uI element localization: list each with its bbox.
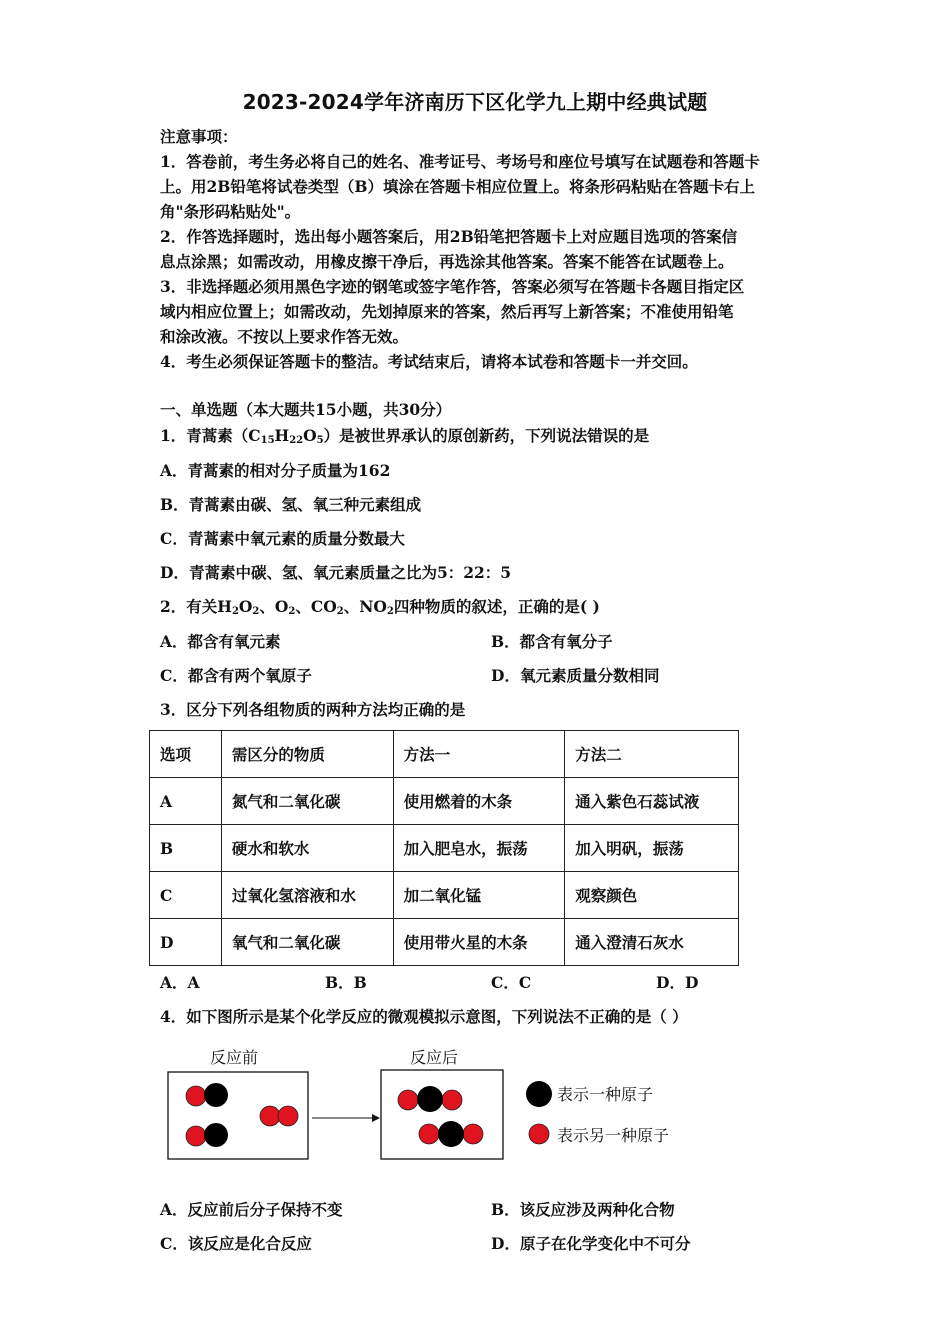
table-cell: 加入肥皂水，振荡: [393, 825, 565, 872]
notes-line: 4．考生必须保证答题卡的整洁。考试结束后，请将本试卷和答题卡一并交回。: [160, 352, 698, 371]
question-2-option-d[interactable]: D．氧元素质量分数相同: [491, 666, 660, 685]
after-molecule-1: [398, 1086, 462, 1112]
black-atom: [204, 1083, 228, 1107]
question-4-option-d[interactable]: D．原子在化学变化中不可分: [491, 1234, 691, 1253]
section-title: 一、单选题（本大题共15小题，共30分）: [160, 400, 452, 419]
question-2-option-b[interactable]: B．都含有氧分子: [491, 632, 613, 651]
red-atom: [398, 1090, 418, 1110]
question-4-stem: 4．如下图所示是某个化学反应的微观模拟示意图，下列说法不正确的是（ ）: [160, 1007, 688, 1026]
notes-line: 息点涂黑；如需改动，用橡皮擦干净后，再选涂其他答案。答案不能答在试题卷上。: [160, 252, 734, 271]
black-atom: [204, 1123, 228, 1147]
notes-line: 上。用2B铅笔将试卷类型（B）填涂在答题卡相应位置上。将条形码粘贴在答题卡右上: [160, 177, 755, 196]
after-box: [381, 1070, 503, 1159]
black-atom: [438, 1121, 464, 1147]
question-3-option-b[interactable]: B．B: [325, 973, 367, 992]
red-atom: [186, 1086, 206, 1106]
black-atom: [417, 1086, 443, 1112]
table-cell: A: [150, 778, 222, 825]
table-cell: B: [150, 825, 222, 872]
question-2-option-c[interactable]: C．都含有两个氧原子: [160, 666, 312, 685]
question-1-option-a[interactable]: A．青蒿素的相对分子质量为162: [160, 461, 391, 480]
question-3-stem: 3．区分下列各组物质的两种方法均正确的是: [160, 700, 466, 719]
question-4-option-c[interactable]: C．该反应是化合反应: [160, 1234, 312, 1253]
notes-heading: 注意事项：: [160, 127, 238, 146]
notes-line: 角"条形码粘贴处"。: [160, 202, 301, 221]
notes-line: 域内相应位置上；如需改动，先划掉原来的答案，然后再写上新答案；不准使用铅笔: [160, 302, 734, 321]
before-molecule-3: [260, 1106, 298, 1126]
table-cell: 使用带火星的木条: [393, 919, 565, 966]
red-atom: [463, 1124, 483, 1144]
table-cell: 观察颜色: [565, 872, 739, 919]
question-4-option-a[interactable]: A．反应前后分子保持不变: [160, 1200, 343, 1219]
legend-black-atom: [526, 1081, 552, 1107]
question-1-option-b[interactable]: B．青蒿素由碳、氢、氧三种元素组成: [160, 495, 422, 514]
after-molecule-2: [419, 1121, 483, 1147]
table-cell: C: [150, 872, 222, 919]
table-cell: 氧气和二氧化碳: [221, 919, 393, 966]
table-cell: 过氧化氢溶液和水: [221, 872, 393, 919]
table-cell: 加入明矾，振荡: [565, 825, 739, 872]
after-label: 反应后: [410, 1048, 459, 1067]
red-atom: [186, 1126, 206, 1146]
table-header-cell: 选项: [150, 731, 222, 778]
table-cell: 加二氧化锰: [393, 872, 565, 919]
table-cell: 使用燃着的木条: [393, 778, 565, 825]
before-molecule-2: [186, 1123, 228, 1147]
red-atom: [278, 1106, 298, 1126]
table-cell: 硬水和软水: [221, 825, 393, 872]
question-2-stem: 2．有关$H_2O_2$、$O_2$、$CO_2$、$NO_2$四种物质的叙述，正确的是( ): [160, 597, 600, 617]
question-3-option-d[interactable]: D．D: [656, 973, 699, 992]
table-cell: 氮气和二氧化碳: [221, 778, 393, 825]
notes-line: 3．非选择题必须用黑色字迹的钢笔或签字笔作答，答案必须写在答题卡各题目指定区: [160, 277, 745, 296]
question-3-option-c[interactable]: C．C: [491, 973, 532, 992]
table-cell: D: [150, 919, 222, 966]
table-cell: 通入紫色石蕊试液: [565, 778, 739, 825]
legend-red-atom: [529, 1124, 549, 1144]
notes-line: 和涂改液。不按以上要求作答无效。: [160, 327, 409, 346]
table-header-cell: 方法二: [565, 731, 739, 778]
question-3-option-a[interactable]: A．A: [160, 973, 200, 992]
red-atom: [419, 1124, 439, 1144]
table-cell: 通入澄清石灰水: [565, 919, 739, 966]
table-header-cell: 需区分的物质: [221, 731, 393, 778]
notes-line: 1．答卷前，考生务必将自己的姓名、准考证号、考场号和座位号填写在试题卷和答题卡: [160, 152, 760, 171]
legend-red-label: 表示另一种原子: [557, 1126, 670, 1145]
legend-black-label: 表示一种原子: [557, 1085, 654, 1104]
red-atom: [260, 1106, 280, 1126]
table-header-cell: 方法一: [393, 731, 565, 778]
before-label: 反应前: [210, 1048, 259, 1067]
question-4-option-b[interactable]: B．该反应涉及两种化合物: [491, 1200, 675, 1219]
page-title: 2023-2024学年济南历下区化学九上期中经典试题: [242, 90, 708, 114]
question-1-stem: 1．青蒿素$(C_{15}H_{22}O_5)$是被世界承认的原创新药，下列说法错误的是: [160, 426, 650, 446]
red-atom: [442, 1090, 462, 1110]
question-1-option-c[interactable]: C．青蒿素中氧元素的质量分数最大: [160, 529, 405, 548]
question-1-option-d[interactable]: D．青蒿素中碳、氢、氧元素质量之比为5：22：5: [160, 563, 512, 582]
arrow-icon: [312, 1114, 380, 1122]
before-molecule-1: [186, 1083, 228, 1107]
notes-line: 2．作答选择题时，选出每小题答案后，用2B铅笔把答题卡上对应题目选项的答案信: [160, 227, 738, 246]
question-2-option-a[interactable]: A．都含有氧元素: [160, 632, 281, 651]
